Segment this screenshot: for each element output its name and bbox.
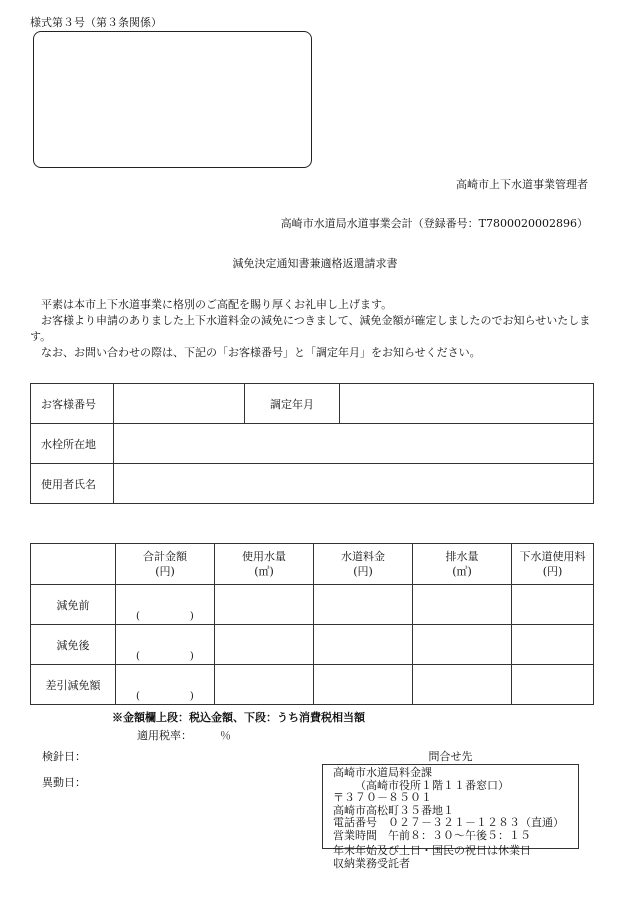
col-header-sewer-fee: 下水道使用料 (円)	[512, 544, 594, 585]
total-before: ( )	[116, 585, 215, 625]
contact-holiday: 年末年始及び土日・国民の祝日は休業日	[333, 844, 531, 857]
contact-hours: 営業時間 午前８：３０～午後５：１５	[333, 828, 531, 842]
row-label-before: 減免前	[31, 585, 116, 625]
customer-number-value	[114, 384, 245, 424]
body-text	[30, 297, 600, 361]
corner-cell	[31, 544, 116, 585]
contact-postal: 〒３７０－８５０１	[333, 791, 432, 804]
body-line-2: お客様より申請のありました上下水道料金の減免につきまして、減免金額が確定しましたのでお知らせいたします。	[30, 314, 591, 343]
change-date-label: 異動日：	[42, 776, 86, 789]
col-header-total: 合計金額 (円)	[116, 544, 215, 585]
tax-rate-label: 適用税率：	[137, 729, 192, 742]
user-name-value	[114, 464, 594, 504]
body-line-3: なお、お問い合わせの際は、下記の「お客様番号」と「調定年月」をお知らせください。	[41, 346, 481, 359]
location-label: 水栓所在地	[31, 424, 114, 464]
col-header-water-fee: 水道料金 (円)	[314, 544, 413, 585]
customer-number-label: お客様番号	[31, 384, 114, 424]
form-number: 様式第３号（第３条関係）	[30, 16, 162, 29]
issuer-name: 高崎市水道局水道事業会計（登録番号：T7800020002896）	[280, 217, 588, 230]
contact-counter: （高崎市役所１階１１番窓口）	[355, 778, 509, 792]
billing-month-value	[340, 384, 594, 424]
contact-phone: 電話番号 ０２７－３２１－１２８３（直通）	[333, 816, 564, 829]
tax-rate	[137, 727, 231, 743]
amount-note: ※金額欄上段：税込金額、下段：うち消費税相当額	[112, 711, 365, 724]
row-label-reduction: 差引減免額	[31, 665, 116, 705]
document-title: 減免決定通知書兼適格返還請求書	[232, 257, 398, 270]
address-window	[33, 31, 312, 168]
col-header-drainage: 排水量 (㎥)	[413, 544, 512, 585]
user-name-label: 使用者氏名	[31, 464, 114, 504]
meter-reading-date-label: 検針日：	[42, 750, 86, 763]
table-row	[31, 585, 594, 625]
contact-dept: 高崎市水道局料金課	[333, 766, 432, 779]
billing-month-label: 調定年月	[245, 384, 340, 424]
contact-title: 問合せ先	[428, 750, 473, 763]
total-after: ( )	[116, 625, 215, 665]
customer-table	[30, 383, 594, 504]
table-row	[31, 625, 594, 665]
col-header-water-usage: 使用水量 (㎥)	[215, 544, 314, 585]
contact-box	[322, 764, 579, 870]
amount-table	[30, 543, 594, 705]
body-line-1: 平素は本市上下水道事業に格別のご高配を賜り厚くお礼申し上げます。	[41, 298, 393, 311]
total-reduction: ( )	[116, 665, 215, 705]
row-label-after: 減免後	[31, 625, 116, 665]
tax-rate-unit: ％	[220, 729, 231, 742]
table-row	[31, 665, 594, 705]
manager-name: 高崎市上下水道事業管理者	[456, 178, 588, 191]
contact-address: 高崎市高松町３５番地１	[333, 803, 454, 817]
contact-agent: 収納業務受託者	[333, 856, 410, 870]
location-value	[114, 424, 594, 464]
